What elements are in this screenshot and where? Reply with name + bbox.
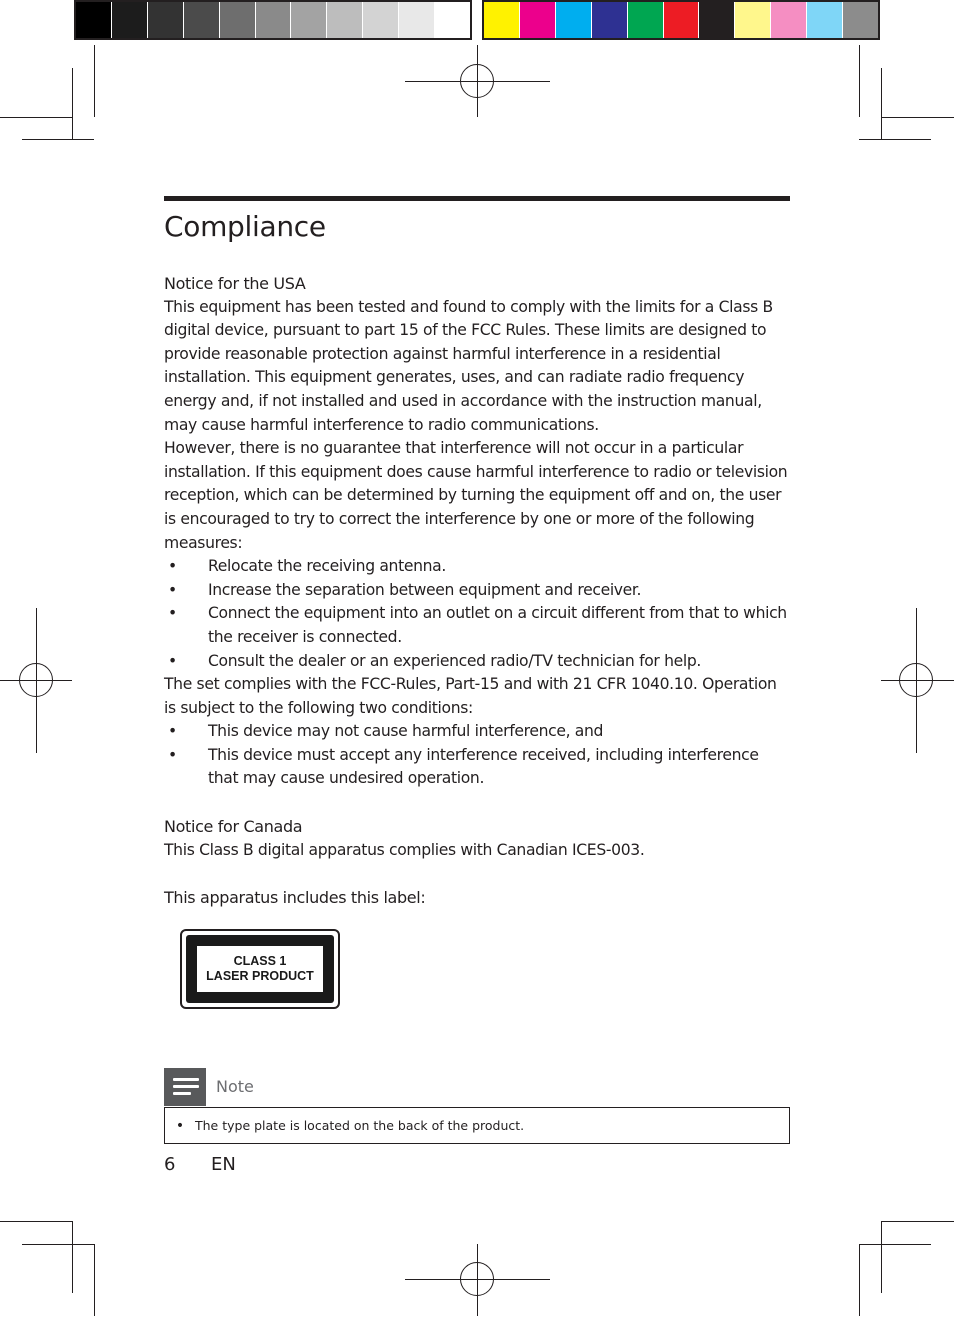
crop-mark [94,45,95,117]
crop-mark [94,1244,95,1316]
usa-paragraph-1: This equipment has been tested and found to comply with the limits for a Class B digital device, pursuant to part 15 of the FCC Rules. These limits are designed to provide reasonable protection against harmful interference in a residential installation. This equipment generates, uses, and can radiate radio frequency energy and, if not installed and used in accordance with the instruction manual, may cause harmful interference to radio communications. [164,297,773,434]
gray-swatch [291,2,327,38]
bullet-icon: • [168,557,177,576]
compliance-content [164,272,790,910]
process-color-bar [482,0,880,40]
title-rule [164,196,790,201]
page-number: 6 [164,1154,176,1175]
laser-label-line-2: LASER PRODUCT [206,969,314,983]
color-swatch [771,2,807,38]
note-title: Note [216,1077,254,1096]
color-swatch [664,2,700,38]
crop-mark [859,139,931,140]
crop-mark [22,139,94,140]
list-item: • Relocate the receiving antenna. [164,555,790,579]
list-item: • This device may not cause harmful interference, and [164,720,790,744]
canada-notice-text: This Class B digital apparatus complies with Canadian ICES-003. [164,840,645,859]
gray-swatch [112,2,148,38]
label-intro-text: This apparatus includes this label: [164,888,426,908]
crop-mark [859,1244,860,1316]
crop-mark [72,1221,73,1293]
bullet-icon: • [168,745,177,764]
crop-mark [859,1244,931,1245]
gray-swatch [327,2,363,38]
color-swatch [735,2,771,38]
gray-swatch [435,2,470,38]
gray-swatch [148,2,184,38]
canada-notice-heading: Notice for Canada [164,817,303,837]
color-swatch [807,2,843,38]
list-item: • Increase the separation between equipment and receiver. [164,579,790,603]
bullet-icon: • [175,1117,185,1134]
usa-paragraph-2: However, there is no guarantee that interference will not occur in a particular installation. If this equipment does cause harmful interference to radio or television reception, which can be determined by turning the equipment off and on, the user is encouraged to try to correct the interference by one or more of the following measures: [164,439,788,552]
color-swatch [484,2,520,38]
color-swatch [699,2,735,38]
class-1-laser-product-label [180,929,340,1009]
bullet-icon: • [168,604,177,623]
usa-paragraph-3: The set complies with the FCC-Rules, Part-15 and with 21 CFR 1040.10. Operation is subject to the following two conditions: [164,675,777,717]
list-item: • Consult the dealer or an experienced radio/TV technician for help. [164,650,790,674]
page-language: EN [211,1154,236,1175]
crop-mark [859,45,860,117]
grayscale-color-bar [74,0,472,40]
crop-mark [72,68,73,140]
usa-notice-heading: Notice for the USA [164,274,306,293]
color-swatch [592,2,628,38]
color-swatch [843,2,878,38]
crop-mark [0,117,72,118]
bullet-icon: • [168,580,177,599]
list-item: • Connect the equipment into an outlet on a circuit different from that to which the receiver is connected. [164,602,790,649]
color-swatch [556,2,592,38]
crop-mark [881,117,954,118]
crop-mark [0,1221,72,1222]
page-title: Compliance [164,210,326,243]
color-swatch [520,2,556,38]
crop-mark [881,1221,954,1222]
gray-swatch [363,2,399,38]
crop-mark [881,1221,882,1293]
gray-swatch [184,2,220,38]
note-item: The type plate is located on the back of the product. [195,1118,525,1133]
gray-swatch [399,2,435,38]
list-item: • This device must accept any interference received, including interference that may cause undesired operation. [164,744,790,791]
note-icon [164,1068,206,1106]
gray-swatch [220,2,256,38]
crop-mark [881,68,882,140]
note-box [164,1107,790,1144]
laser-label-line-1: CLASS 1 [233,954,287,968]
crop-mark [22,1244,94,1245]
bullet-icon: • [168,651,177,670]
bullet-icon: • [168,722,177,741]
gray-swatch [256,2,292,38]
color-swatch [628,2,664,38]
gray-swatch [76,2,112,38]
